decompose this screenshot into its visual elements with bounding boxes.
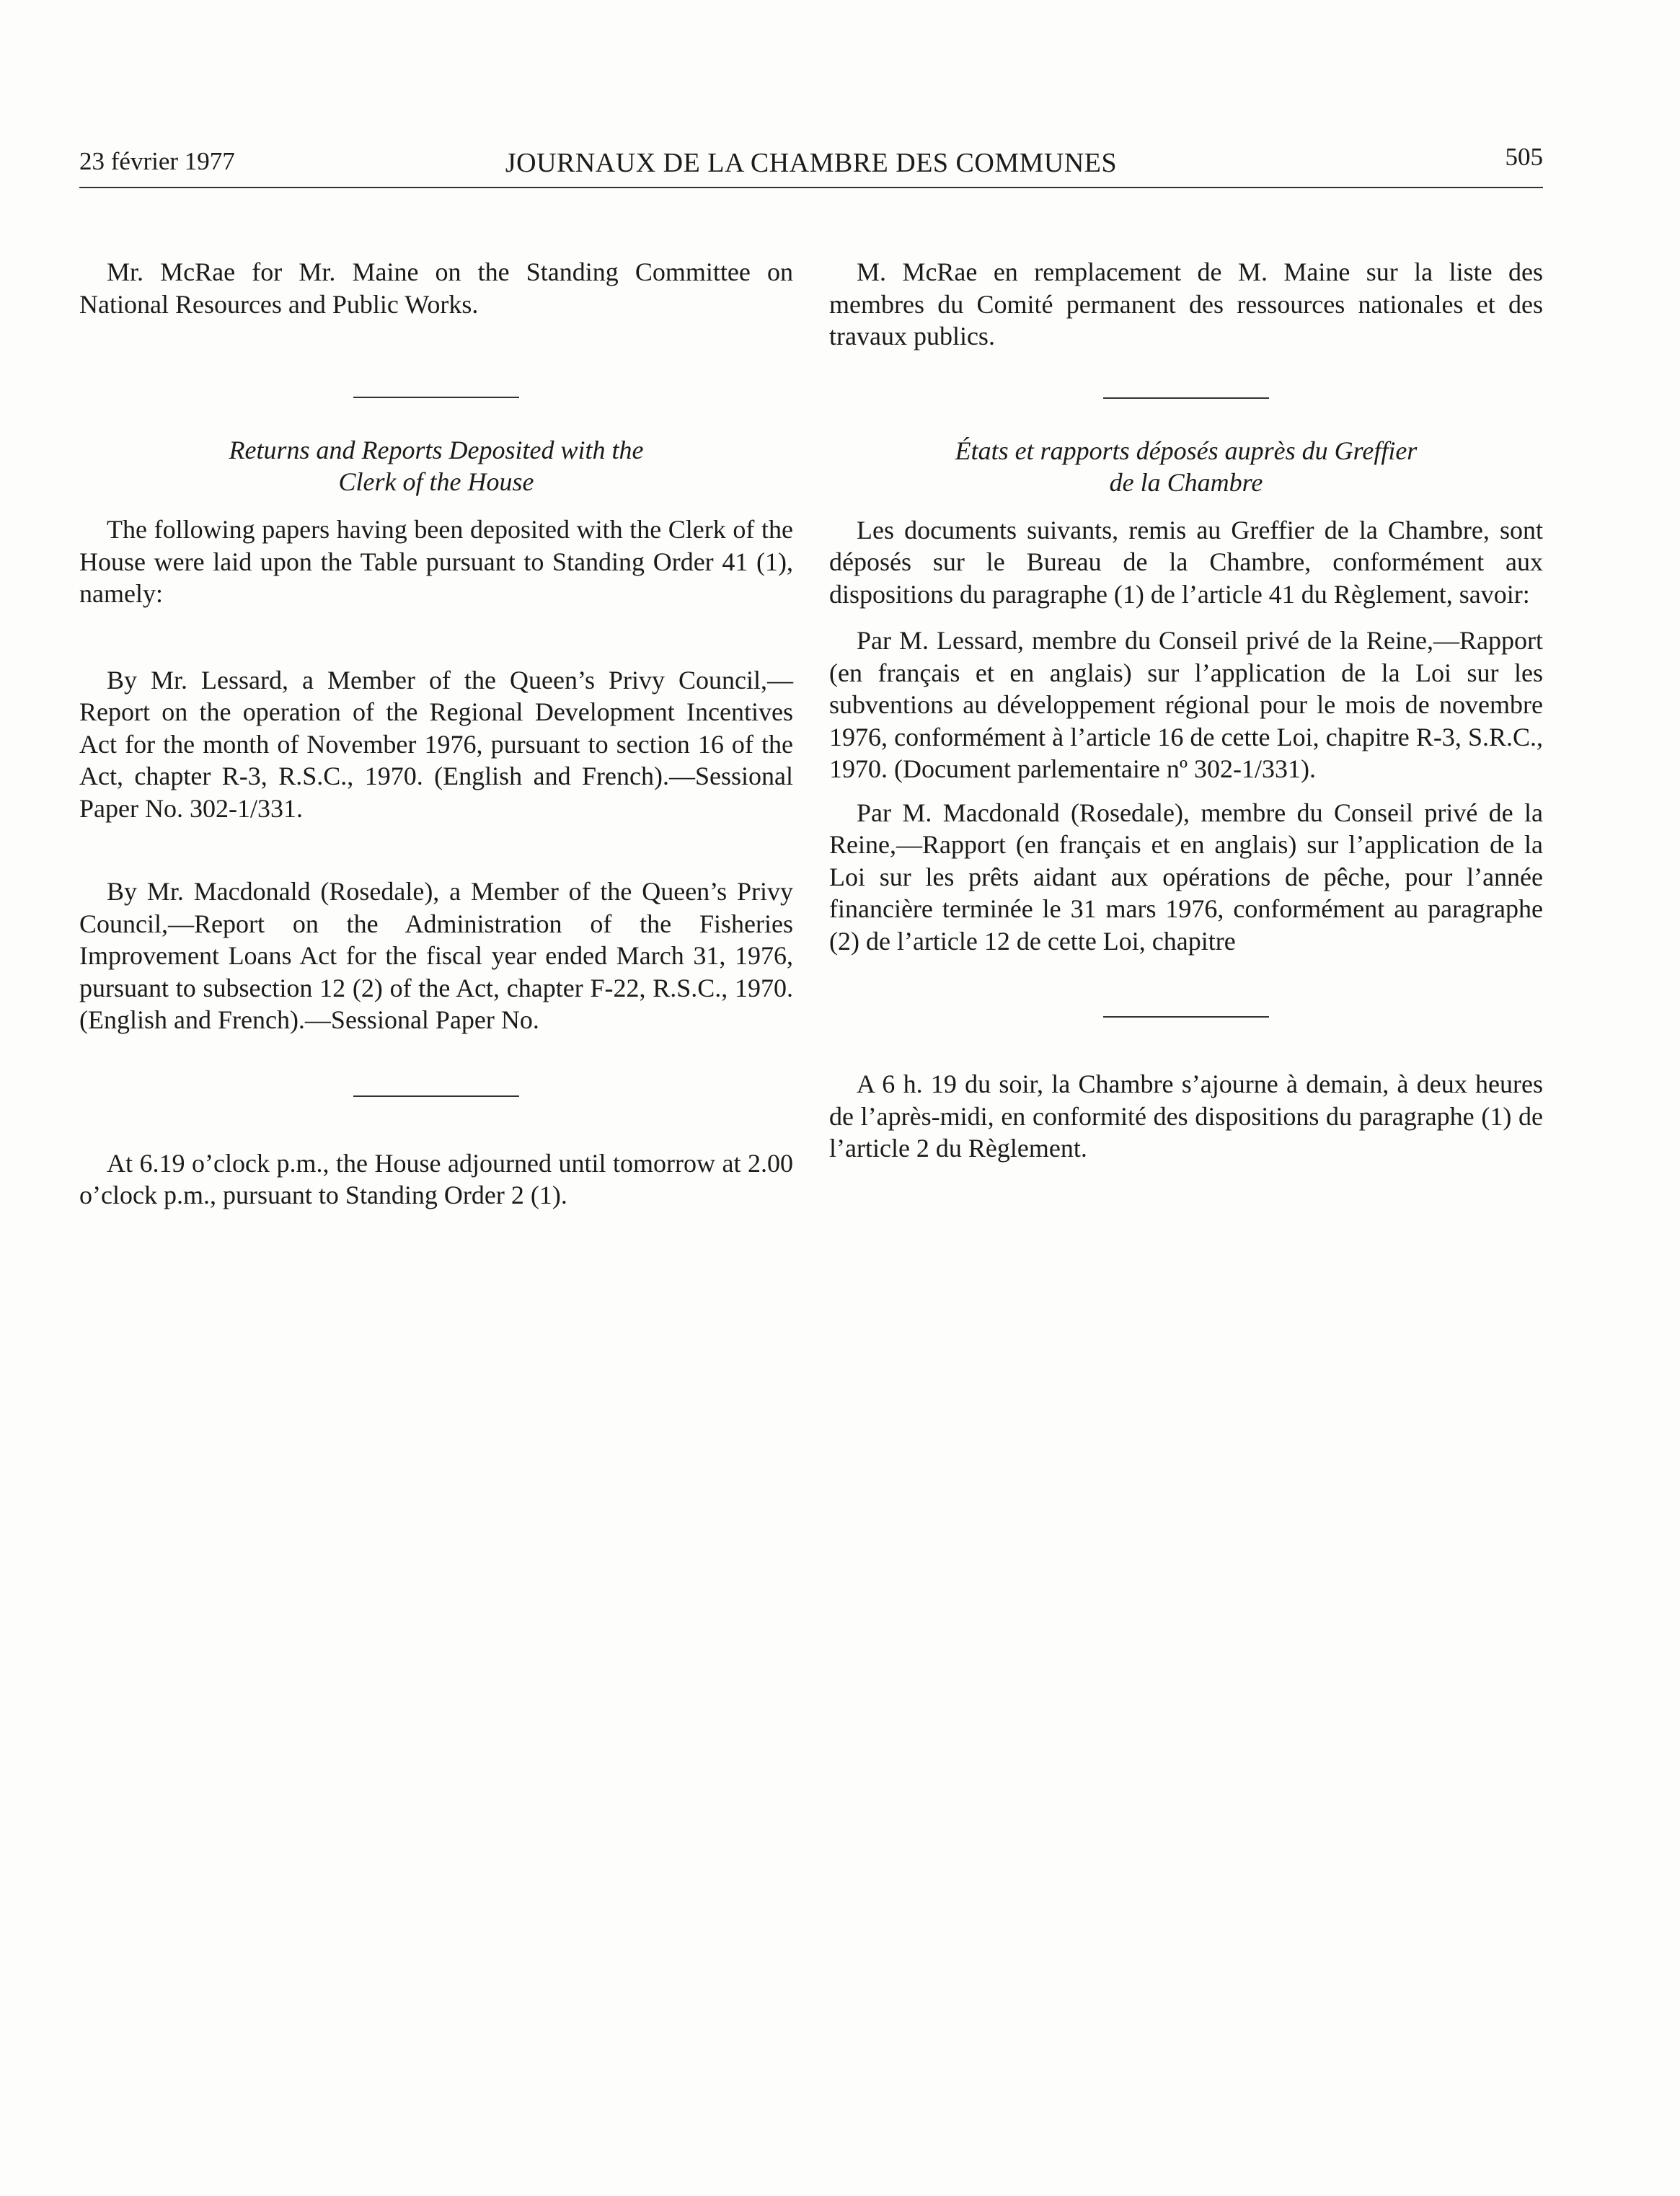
fr-section-heading-line1: États et rapports déposés auprès du Greffier [955, 436, 1418, 465]
en-papers-intro: The following papers having been deposited with the Clerk of the House were laid upon the Table pursuant to Standing Order 41 (1), namely: [79, 515, 793, 608]
en-adjournment: At 6.19 o’clock p.m., the House adjourned until tomorrow at 2.00 o’clock p.m., pursuant to Standing Order 2 (1). [79, 1148, 793, 1209]
page-header [79, 143, 1543, 190]
fr-papers-intro: Les documents suivants, remis au Greffier de la Chambre, sont déposés sur le Bureau de la Chambre, conformément aux dispositions du paragraphe (1) de l’article 41 du Règlement, savoir: [829, 515, 1543, 609]
english-column [79, 256, 793, 1212]
fr-adjournment: A 6 h. 19 du soir, la Chambre s’ajourne à demain, à deux heures de l’après-midi, en conformité des dispositions du paragraphe (1) de l’article 2 du Règlement. [829, 1070, 1543, 1163]
fr-macdonald-report: Par M. Macdonald (Rosedale), membre du Conseil privé de la Reine,—Rapport (en français et en anglais) sur l’application de la Loi sur les prêts aidant aux opérations de pêche, pour l’année financière terminée le 31 mars 1976, conformément au paragraphe (2) de l’article 12 de cette Loi, chapitre [829, 798, 1543, 956]
en-section-heading-line1: Returns and Reports Deposited with the [229, 436, 644, 464]
fr-committee-change: M. McRae en remplacement de M. Maine sur la liste des membres du Comité permanent des ressources nationales et des travaux publics. [829, 257, 1543, 350]
fr-section-heading-line2: de la Chambre [1109, 467, 1263, 497]
header-rule [79, 187, 1543, 188]
en-macdonald-report: By Mr. Macdonald (Rosedale), a Member of the Queen’s Privy Council,—Report on the Administration of the Fisheries Improvement Loans Act for the fiscal year ended March 31, 1976, pursuant to subsection 12 (2) of the Act, chapter F-22, R.S.C., 1970. (English and French).—Sessional Paper No. [79, 877, 793, 1034]
en-lessard-report: By Mr. Lessard, a Member of the Queen’s Privy Council,—Report on the operation of the Regional Development Incentives Act for the month of November 1976, pursuant to section 16 of the Act, chapter R-3, R.S.C., 1970. (English and French).—Sessional Paper No. 302-1/331. [79, 665, 793, 823]
en-section-heading-line2: Clerk of the House [338, 467, 534, 496]
header-title: JOURNAUX DE LA CHAMBRE DES COMMUNES [505, 148, 1118, 178]
french-column [829, 256, 1543, 1165]
fr-lessard-report: Par M. Lessard, membre du Conseil privé de la Reine,—Rapport (en français et en anglais) sur l’application de la Loi sur les subventions au développement régional pour le mois de novembre 1976, conformément à l’article 16 de cette Loi, chapitre R-3, S.R.C., 1970. (Document parlementaire nº 302-1/331). [829, 626, 1543, 783]
page-number: 505 [1505, 143, 1543, 171]
header-date: 23 février 1977 [79, 147, 235, 175]
en-committee-change: Mr. McRae for Mr. Maine on the Standing Committee on National Resources and Public Works. [79, 257, 793, 319]
